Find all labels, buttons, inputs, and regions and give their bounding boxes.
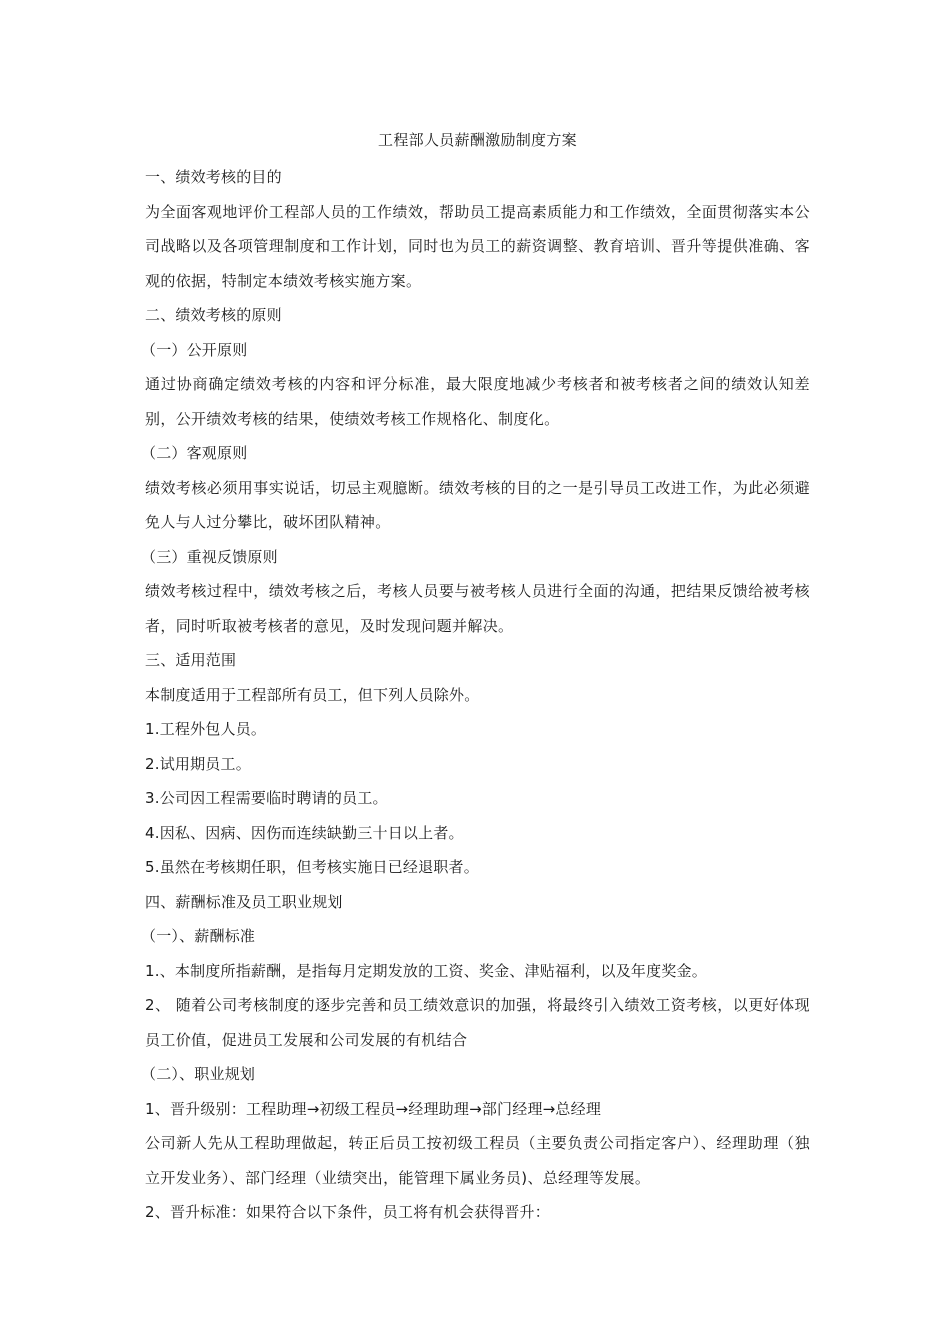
scope-intro: 本制度适用于工程部所有员工，但下列人员除外。 — [145, 685, 480, 704]
section-heading-4: 四、薪酬标准及员工职业规划 — [145, 892, 343, 911]
exclusion-item-3: 3.公司因工程需要临时聘请的员工。 — [145, 789, 388, 807]
exclusion-item-5: 5.虽然在考核期任职，但考核实施日已经退职者。 — [145, 858, 479, 876]
career-body: 公司新人先从工程助理做起，转正后员工按初级工程员（主要负责公司指定客户）、经理助理（独立开发业务）、部门经理（业绩突出，能管理下属业务员)、总经理等发展。 — [145, 1134, 810, 1187]
principle-3-body: 绩效考核过程中，绩效考核之后，考核人员要与被考核人员进行全面的沟通，把结果反馈给被考核者，同时听取被考核者的意见，及时发现问题并解决。 — [145, 582, 810, 635]
principle-heading-3: （三）重视反馈原则 — [141, 547, 278, 566]
section-heading-2: 二、绩效考核的原则 — [145, 306, 282, 324]
principle-heading-1: （一）公开原则 — [141, 340, 248, 359]
exclusion-item-1: 1.工程外包人员。 — [145, 720, 267, 738]
salary-heading: （一）、薪酬标准 — [141, 927, 256, 945]
salary-item-1: 1.、本制度所指薪酬，是指每月定期发放的工资、奖金、津贴福利，以及年度奖金。 — [145, 961, 707, 980]
career-item-2: 2、晋升标准：如果符合以下条件，员工将有机会获得晋升： — [145, 1203, 550, 1221]
career-item-1: 1、晋升级别：工程助理→初级工程员→经理助理→部门经理→总经理 — [145, 1099, 602, 1118]
document-title: 工程部人员薪酬激励制度方案 — [378, 131, 577, 149]
salary-item-2: 2、 随着公司考核制度的逐步完善和员工绩效意识的加强，将最终引入绩效工资考核，以更好体现员工价值，促进员工发展和公司发展的有机结合 — [145, 996, 810, 1049]
principle-heading-2: （二）客观原则 — [141, 444, 248, 462]
section-heading-1: 一、绩效考核的目的 — [145, 168, 282, 186]
principle-1-body: 通过协商确定绩效考核的内容和评分标准，最大限度地减少考核者和被考核者之间的绩效认知差别，公开绩效考核的结果，使绩效考核工作规格化、制度化。 — [145, 375, 810, 428]
document-content — [141, 126, 810, 1230]
exclusion-item-2: 2.试用期员工。 — [145, 754, 251, 773]
exclusion-item-4: 4.因私、因病、因伤而连续缺勤三十日以上者。 — [145, 823, 464, 842]
document-body — [141, 160, 810, 1230]
section-heading-3: 三、适用范围 — [145, 651, 237, 669]
section-1-body: 为全面客观地评价工程部人员的工作绩效，帮助员工提高素质能力和工作绩效，全面贯彻落实本公司战略以及各项管理制度和工作计划，同时也为员工的薪资调整、教育培训、晋升等提供准确、客观的依据，特制定本绩效考核实施方案。 — [145, 202, 810, 290]
principle-2-body: 绩效考核必须用事实说话，切忌主观臆断。绩效考核的目的之一是引导员工改进工作，为此必须避免人与人过分攀比，破坏团队精神。 — [145, 478, 810, 531]
career-heading: （二）、职业规划 — [141, 1065, 256, 1083]
